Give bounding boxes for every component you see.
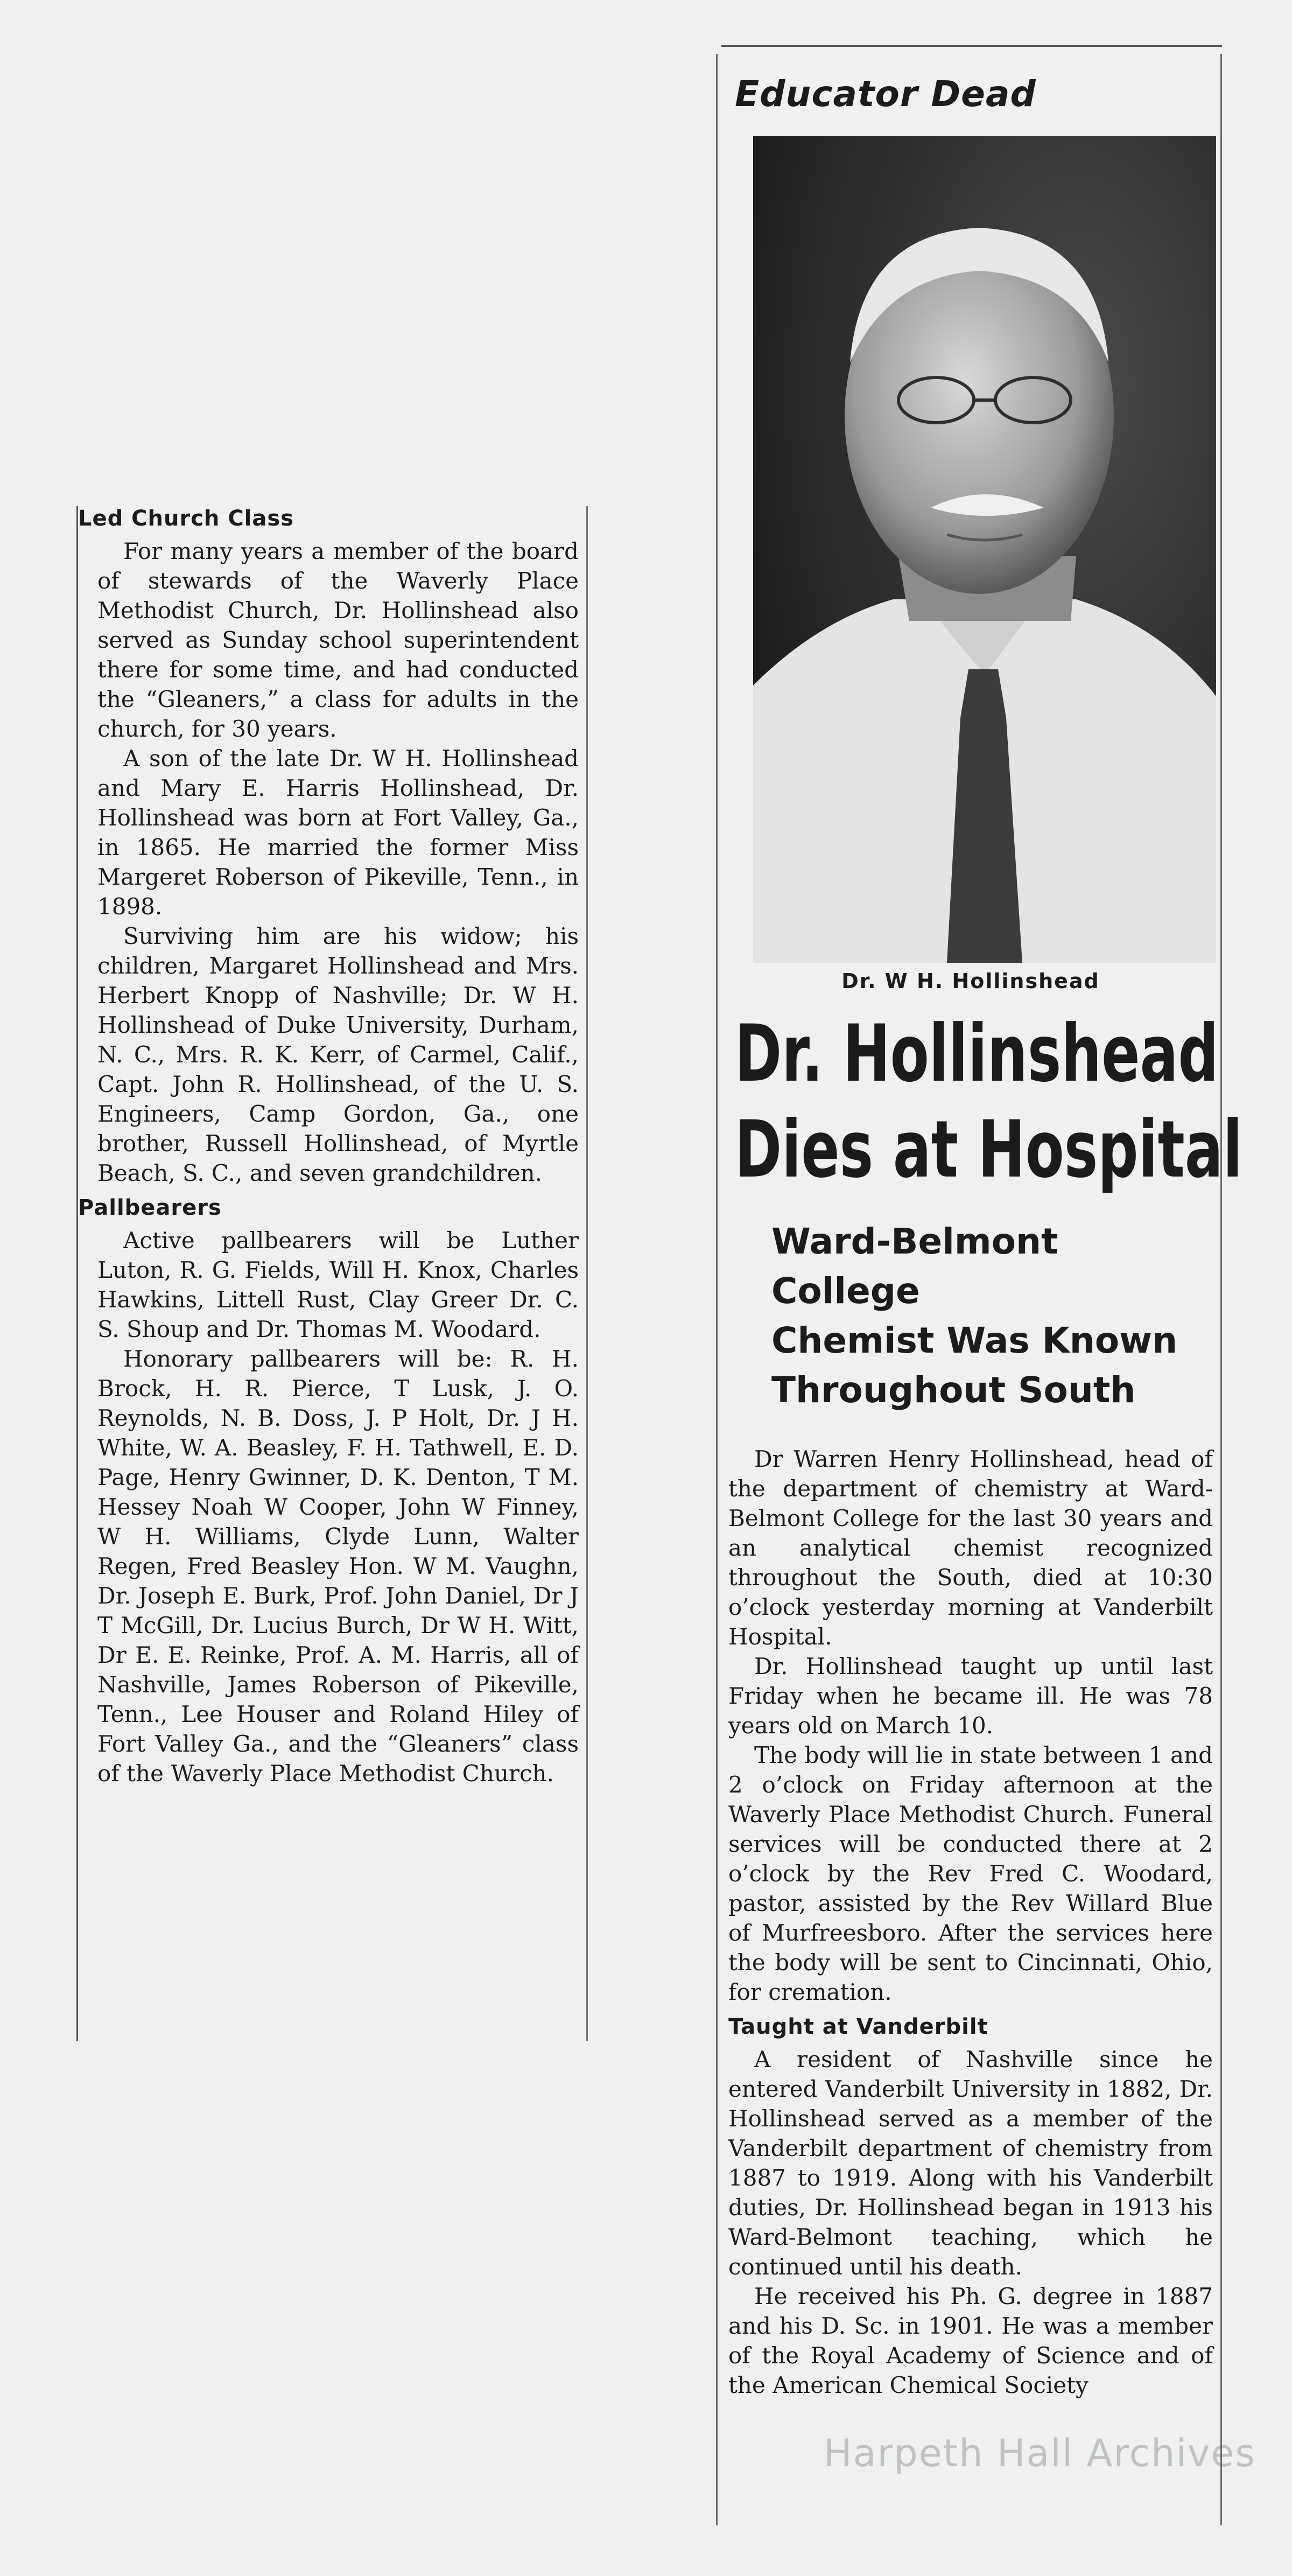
archive-watermark: Harpeth Hall Archives xyxy=(824,2431,1256,2475)
paragraph: Active pallbearers will be Luther Luton, R. G. Fields, Will H. Knox, Charles Hawkins, Littell Rust, Clay Greer Dr. C. S. Shoup and Dr. Thomas M. Woodard. xyxy=(97,1227,579,1342)
headline xyxy=(735,1006,1242,1198)
paragraph: A son of the late Dr. W H. Hollinshead and Mary E. Harris Hollinshead, Dr. Hollinshead was born at Fort Valley, Ga., in 1865. He married the former Miss Margeret Roberson of Pikeville, Tenn., in 1898. xyxy=(97,745,579,920)
deck-subheadline xyxy=(771,1217,1213,1415)
paragraph: Dr Warren Henry Hollinshead, head of the department of chemistry at Ward-Belmont College for the last 30 years and an analytical chemist recognized throughout the South, died at 10:30 o’clock yesterday morning at Vanderbilt Hospital. xyxy=(728,1446,1213,1650)
deck-line: Chemist Was Known xyxy=(771,1320,1178,1361)
photo-caption: Dr. W H. Hollinshead xyxy=(841,969,1100,993)
subhead-taught-at-vanderbilt: Taught at Vanderbilt xyxy=(728,2014,988,2039)
deck-line: Throughout South xyxy=(771,1369,1136,1411)
paragraph: He received his Ph. G. degree in 1887 and his D. Sc. in 1901. He was a member of the Royal Academy of Science and of the American Chemical Society xyxy=(728,2283,1213,2398)
subhead-led-church-class: Led Church Class xyxy=(78,506,294,531)
paragraph: Honorary pallbearers will be: R. H. Brock, H. R. Pierce, T Lusk, J. O. Reynolds, N. B. Doss, J. P Holt, Dr. J H. White, W. A. Beasley, F. H. Tathwell, E. D. Page, Henry Gwinner, D. K. Denton, T M. Hessey Noah W Cooper, John W Finney, W H. Williams, Clyde Lunn, Walter Regen, Fred Beasley Hon. W M. Vaughn, Dr. Joseph E. Burk, Prof. John Daniel, Dr J T McGill, Dr. Lucius Burch, Dr W H. Witt, Dr E. E. Reinke, Prof. A. M. Harris, all of Nashville, James Roberson of Pikeville, Tenn., Lee Houser and Roland Hiley of Fort Valley Ga., and the “Gleaners” class of the Waverly Place Methodist Church. xyxy=(97,1346,579,1787)
right-column xyxy=(716,54,1242,2525)
headline-line: Dies at Hospital xyxy=(735,1104,1242,1195)
paragraph: For many years a member of the board of stewards of the Waverly Place Methodist Church, Dr. Hollinshead also served as Sunday school superintendent there for some time, and had conducted the “Gleaners,” a class for adults in the church, for 30 years. xyxy=(97,538,579,742)
paragraph: Surviving him are his widow; his children, Margaret Hollinshead and Mrs. Herbert Knopp of Nashville; Dr. W H. Hollinshead of Duke University, Durham, N. C., Mrs. R. K. Kerr, of Carmel, Calif., Capt. John R. Hollinshead, of the U. S. Engineers, Camp Gordon, Ga., one brother, Russell Hollinshead, of Myrtle Beach, S. C., and seven grandchildren. xyxy=(97,923,579,1186)
paragraph: Dr. Hollinshead taught up until last Friday when he became ill. He was 78 years old on March 10. xyxy=(728,1653,1213,1739)
portrait-photo xyxy=(753,136,1216,963)
portrait-illustration xyxy=(753,136,1216,963)
paragraph: The body will lie in state between 1 and 2 o’clock on Friday afternoon at the Waverly Place Methodist Church. Funeral services will be conducted there at 2 o’clock by the Rev Fred C. Woodard, pastor, assisted by the Rev Willard Blue of Murfreesboro. After the services here the body will be sent to Cincinnati, Ohio, for cremation. xyxy=(728,1742,1213,2005)
top-rule xyxy=(721,45,1222,47)
kicker: Educator Dead xyxy=(735,73,1036,115)
deck-line: Ward-Belmont College xyxy=(771,1221,1058,1312)
left-column xyxy=(76,506,588,2041)
subhead-pallbearers: Pallbearers xyxy=(78,1195,222,1220)
paragraph: A resident of Nashville since he entered Vanderbilt University in 1882, Dr. Hollinshead served as a member of the Vanderbilt department of chemistry from 1887 to 1919. Along with his Vanderbilt duties, Dr. Hollinshead began in 1913 his Ward-Belmont teaching, which he continued until his death. xyxy=(728,2046,1213,2280)
headline-line: Dr. Hollinshead xyxy=(735,1008,1219,1100)
